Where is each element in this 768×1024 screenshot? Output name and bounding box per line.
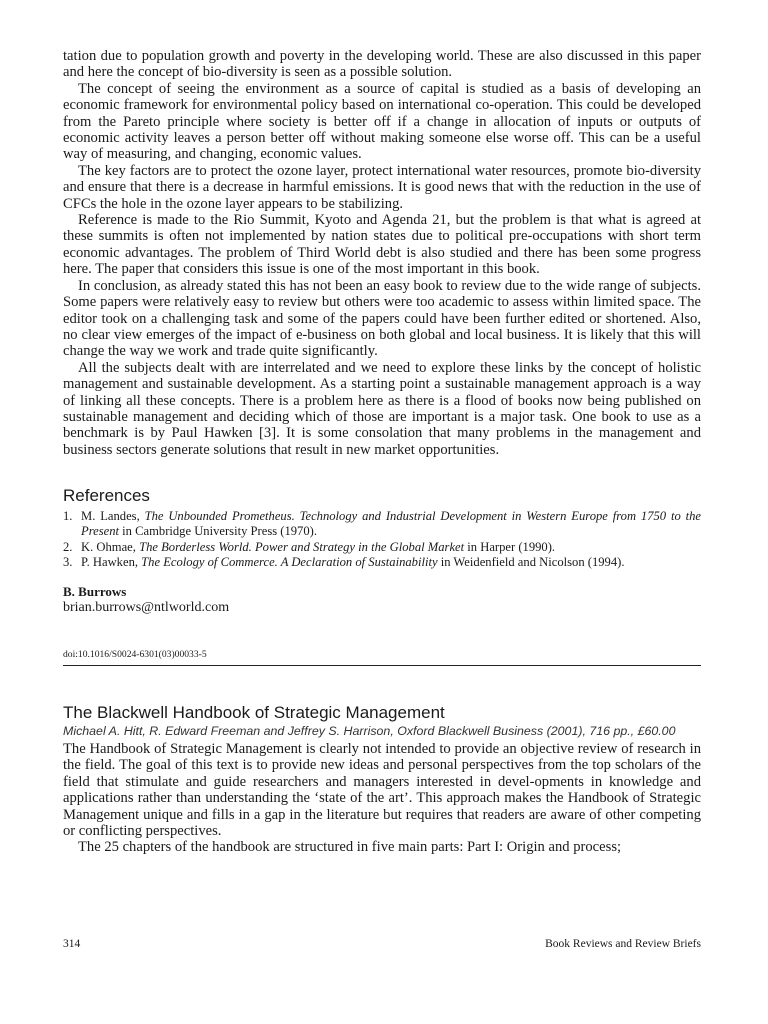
paragraph-4: Reference is made to the Rio Summit, Kyoto and Agenda 21, but the problem is that what is agreed at these summits is often not implemented by nation states due to political pre-occupations with short term economic advantages. The problem of Third World debt is also studied and there has been some progress here. The paper that considers this issue is one of the most important in this book. (63, 212, 701, 278)
doi: doi:10.1016/S0024-6301(03)00033-5 (63, 648, 207, 660)
reference-publisher: in Weidenfield and Nicolson (1994). (437, 554, 625, 569)
reference-item (63, 555, 701, 570)
reference-publisher: in Harper (1990). (464, 539, 556, 554)
paragraph-5: In conclusion, as already stated this has not been an easy book to review due to the wide range of subjects. Some papers were relatively easy to review but others were too academic to assess within limited space. The editor took on a challenging task and some of the papers could have been further edited or shortened. Also, no clear view emerges of the impact of e-business on both global and local business. It is likely that this will change the way we work and trade quite significantly. (63, 277, 701, 360)
reference-item (63, 540, 701, 555)
book-title: The Blackwell Handbook of Strategic Management (63, 702, 445, 722)
reference-author: M. Landes, (81, 509, 145, 524)
reviewer-block (63, 584, 701, 616)
references-heading: References (63, 486, 150, 506)
page-number: 314 (63, 938, 81, 950)
paragraph-1: The Handbook of Strategic Management is clearly not intended to provide an objective review of research in the field. The goal of this text is to provide new ideas and personal perspectives from the top scholars of the field that stimulate and guide researchers and managers interested in devel-opments in knowledge and applications rather than understanding the ‘state of the art’. This approach makes the Handbook of Strategic Management unique and fills in a gap in the literature but requires that readers are aware of other competing or conflicting perspectives. (63, 740, 701, 839)
reference-author: K. Ohmae, (81, 539, 140, 554)
reference-author: P. Hawken, (81, 554, 142, 569)
reference-title: The Unbounded Prometheus. Technology and Industrial Development in Western Europe from 1750 to the Present (81, 509, 701, 539)
review-one-body (63, 48, 701, 458)
paragraph-3: The key factors are to protect the ozone layer, protect international water resources, promote bio-diversity and ensure that there is a decrease in harmful emissions. It is good news that with the reduction in the use of CFCs the hole in the ozone layer appears to be stabilizing. (63, 162, 701, 212)
paragraph-2: The 25 chapters of the handbook are structured in five main parts: Part I: Origin and process; (78, 839, 622, 856)
reference-number: 2. (63, 539, 73, 554)
reviewer-email[interactable]: brian.burrows@ntlworld.com (63, 599, 230, 615)
paragraph-2: The concept of seeing the environment as a source of capital is studied as a basis of developing an economic framework for environmental policy based on international co-operation. This could be developed from the Pareto principle where society is better off if a change in allocation of inputs or outputs of economic activity leaves a person better off without making someone else worse off. This can be a useful way of measuring, and changing, economic values. (63, 80, 701, 163)
review-two-body (63, 741, 701, 856)
reference-number: 1. (63, 509, 73, 524)
reference-publisher: in Cambridge University Press (1970). (119, 524, 317, 539)
running-title: Book Reviews and Review Briefs (545, 938, 701, 950)
page-content (63, 48, 701, 856)
reviewer-name: B. Burrows (63, 583, 127, 599)
reference-title: The Borderless World. Power and Strategy in the Global Market (139, 539, 465, 554)
paragraph-1: tation due to population growth and poverty in the developing world. These are also discussed in this paper and here the concept of bio-diversity is seen as a possible solution. (63, 48, 701, 81)
book-meta: Michael A. Hitt, R. Edward Freeman and Jeffrey S. Harrison, Oxford Blackwell Business (2001), 716 pp., £60.00 (63, 723, 676, 738)
paragraph-6: All the subjects dealt with are interrelated and we need to explore these links by the concept of holistic management and sustainable development. As a starting point a sustainable management approach is a way of linking all these concepts. There is a problem here as there is a flood of books now being published on sustainable management and deciding which of those are important is a major task. One book to use as a benchmark is by Paul Hawken [3]. It is some consolation that many problems in the management and business sectors generate solutions that result in new market opportunities. (63, 359, 701, 458)
reference-item (63, 509, 701, 539)
reference-number: 3. (63, 554, 73, 569)
reference-title: The Ecology of Commerce. A Declaration of Sustainability (141, 554, 438, 569)
references-list (63, 509, 701, 570)
section-divider (63, 665, 701, 666)
